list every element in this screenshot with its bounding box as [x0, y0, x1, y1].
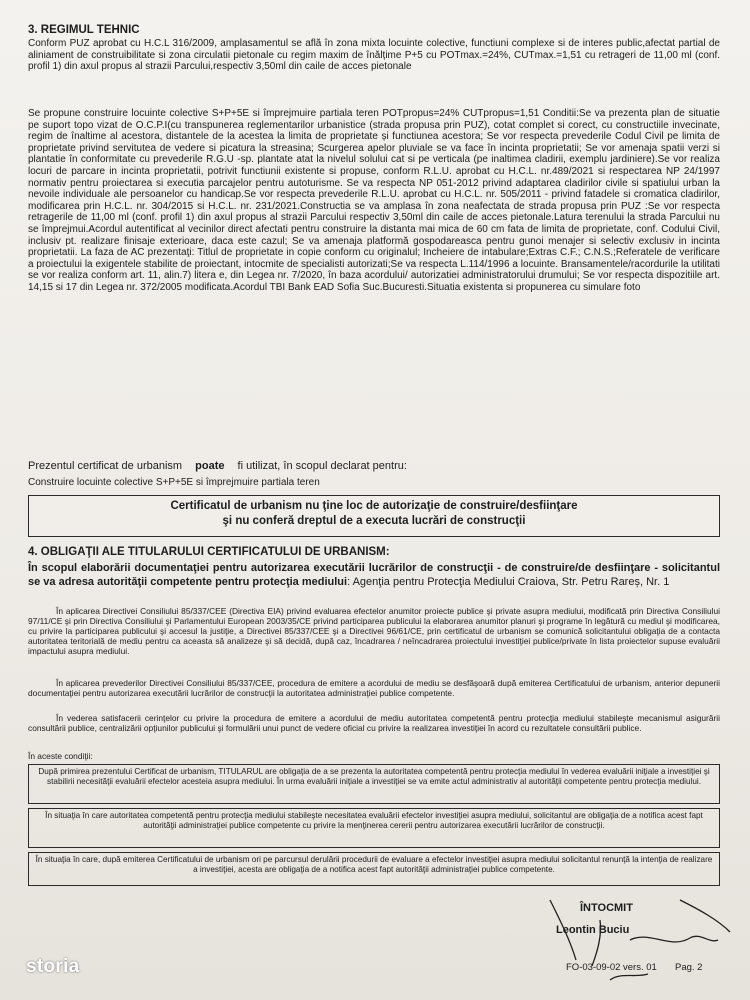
condition-box-3: În situaţia în care, după emiterea Certificatului de urbanism ori pe parcursul derulării procedurii de evaluare a efectelor investiţiei asupra mediului solicitantul renunţă la intenţia de realizare a investiţiei, acesta are obligaţia de a notifica acest fapt autorităţii administraţiei publice competente.	[28, 852, 720, 886]
section4-p1: În aplicarea Directivei Consiliului 85/337/CEE (Directiva EIA) privind evaluarea efectelor anumitor proiecte publice şi private asupra mediului, modificată prin Directiva Consiliului 97/11/CE şi prin Directiva Consiliului şi Parlamentului European 2003/35/CE privind participarea publicului la elaborarea anumitor planuri şi programe în legătură cu mediul şi modificarea, cu privire la participarea publicului şi accesul la justiţie, a Directivei 85/337/CEE şi a Directivei 96/61/CE, prin certificatul de urbanism se comunică solicitantului obligaţia de a contacta autoritatea teritorială de mediu pentru ca aceasta să analizeze şi să decidă, după caz, încadrarea / neîncadrarea proiectului investiţiei publice/private în lista proiectelor supuse evaluării impactului asupra mediului.	[28, 606, 720, 656]
usage-purpose: Construire locuinte colective S+P+5E si împrejmuire partiala teren	[28, 477, 320, 488]
section3-paragraph2: Se propune construire locuinte colective S+P+5E si împrejmuire partiala teren POTpropus=24% CUTpropus=1,51 Conditii:Se va prezenta plan de situatie pe suport topo vizat de O.C.P.I(cu transpunerea reglementarilor urbanistice (strada propusa prin PUZ), cotat complet si corect, cu constructiile invecinate, regim de înaltime al acestora, distantele de la acestea la limita de proprietate și functiunea acestora; Se vor respecta prevederile Codul Civil pe limita de proprietate privind servitutea de vedere si picatura la streasina; Scurgerea apelor pluviale se va face în incinta proprietatii; Se vor amenaja spatii verzi si plantatie în conformitate cu prevederile R.G.U -sp. plantate atat la nivelul solului cat si pe verticala (pe inaltimea cladirii, exemplu jardiniere).Se vor realiza locuri de parcare in incinta proprietatii, potrivit functiunii existente si propuse, conform R.L.U. aprobat cu H.C.L. nr.489/2021 si respectarea NP 24/1997 normativ pentru proiectarea si executia parcajelor pentru autoturisme. Se va respecta NP 051-2012 privind adaptarea cladirilor civile si spatiului urban la nevoile individuale ale persoanelor cu handicap.Se vor respecta prevederile R.L.U. aprobat cu H.C.L. nr. 505/2011 - privind fatadele si cromatica cladirilor, modificarea prin H.C.L. nr. 304/2015 si H.C.L. nr. 231/2021.Constructia se va amplasa în zona neafectata de strada propusa prin PUZ :Se vor respecta retragerile de 11,00 ml (conf. profil 1) din axul propus al strazii Parcului respectiv 3,50ml din caile de acces pietonale.Latura terenului la strada Parcului nu se împrejmui.Acordul autentificat al vecinilor direct afectati pentru construire la distanta mai mica de 60 cm fata de limita de proprietate, conf. Codului Civil, inclusiv pt. realizare finisaje exterioare, daca este cazul; Se va amenaja platformă gospodareasca pentru gunoi menajer si selectiv exclusiv in incinta proprietatii. La faza de AC prezentaţi: Titlul de proprietate in copie conform cu originalul; Incheiere de intabulare;Extras C.F.; C.N.S.;Referatele de verificare a proiectului la exigentele stabilite de proiectant, intocmite de specialisti autorizati;Se va respecta L.114/1996 a locuinte. Bransamentele/racordurile la utilitati se vor realiza conform art. 11, alin.7) litera e, din Legea nr. 7/2020, în baza acordului/ autorizatiei administratorului drumului; Se vor respecta dispozitiile art. 14,15 si 17 din Legea nr. 372/2005 modificata.Acordul TBI Bank EAD Sofia Suc.Bucuresti.Situatia existenta si propunerea cu simulare foto	[28, 108, 720, 293]
section3-title: 3. REGIMUL TEHNIC	[28, 24, 140, 36]
notice-line2: şi nu conferă dreptul de a executa lucrări de construcţii	[222, 515, 526, 527]
notice-line1: Certificatul de urbanism nu ţine loc de autorizaţie de construire/desfiinţare	[170, 500, 578, 512]
usage-suffix: fi utilizat, în scopul declarat pentru:	[237, 460, 407, 472]
section4-title: 4. OBLIGAŢII ALE TITULARULUI CERTIFICATULUI DE URBANISM:	[28, 546, 390, 558]
usage-emphasis: poate	[195, 460, 225, 472]
section4-intro-bold: În scopul elaborării documentaţiei pentru autorizarea executării lucrărilor de construcţii - de construire/de desfiinţare - solicitantul se va adresa autorităţii competente pentru protecţia mediului	[28, 562, 720, 588]
section4-p2: În aplicarea prevederilor Directivei Consiliului 85/337/CEE, procedura de emitere a acordului de mediu se desfăşoară după emiterea Certificatului de urbanism, anterior depunerii documentaţiei pentru autorizarea executării lucrărilor de construcţii la autoritatea administraţiei publice competente.	[28, 678, 720, 698]
notice-box	[28, 495, 720, 537]
conditions-label: În aceste condiţii:	[28, 751, 93, 761]
storia-watermark-logo: storia	[26, 956, 80, 977]
condition-box-2: În situaţia în care autoritatea competentă pentru protecţia mediului stabileşte necesitatea evaluării efectelor investiţiei asupra mediului, solicitantul are obligaţia de a notifica acest fapt autorităţii administraţiei publice competente cu privire la menţinerea cererii pentru autorizarea executării lucrărilor de construcţii.	[28, 808, 720, 848]
usage-statement	[28, 460, 407, 472]
signature-label: ÎNTOCMIT	[580, 902, 633, 914]
condition-box-1: După primirea prezentului Certificat de urbanism, TITULARUL are obligaţia de a se prezenta la autoritatea competentă pentru protecţia mediului în vederea evaluării iniţiale a investiţiei şi stabilirii necesităţii evaluării efectelor acesteia asupra mediului. În urma evaluării iniţiale a investiţiei se va emite actul administrativ al autorităţii competente pentru protecţia mediului.	[28, 764, 720, 804]
signature-name: Leontin Buciu	[556, 924, 630, 936]
section3-paragraph1: Conform PUZ aprobat cu H.C.L 316/2009, amplasamentul se află în zona mixta locuinte colective, functiuni complexe si de interes public,afectat partial de aliniament de construibilitate si zona circulatii pietonale cu regim maxim de înălțime P+5 cu POTmax.=24%, CUTmax.=1,51 cu retrageri de 11,00 ml (conf. profil 1) din axul propus al strazii Parcului,respectiv 3,50ml din caile de acces pietonale	[28, 38, 720, 73]
page-number: Pag. 2	[675, 962, 703, 973]
usage-prefix: Prezentul certificat de urbanism	[28, 460, 183, 472]
section4-p3: În vederea satisfacerii cerinţelor cu privire la procedura de emitere a acordului de mediu autoritatea competentă pentru protecţia mediului stabileşte mecanismul asigurării consultării publice, centralizării opţiunilor publicului şi formulării unui punct de vedere oficial cu privire la realizarea investiţiei în acord cu rezultatele consultării publice.	[28, 713, 720, 733]
section4-intro-rest: : Agenţia pentru Protecţia Mediului Craiova, Str. Petru Rareș, Nr. 1	[347, 575, 670, 588]
form-code: FO-03-09-02 vers. 01	[566, 962, 657, 973]
section4-intro	[28, 562, 720, 589]
handwritten-signature	[540, 880, 740, 990]
